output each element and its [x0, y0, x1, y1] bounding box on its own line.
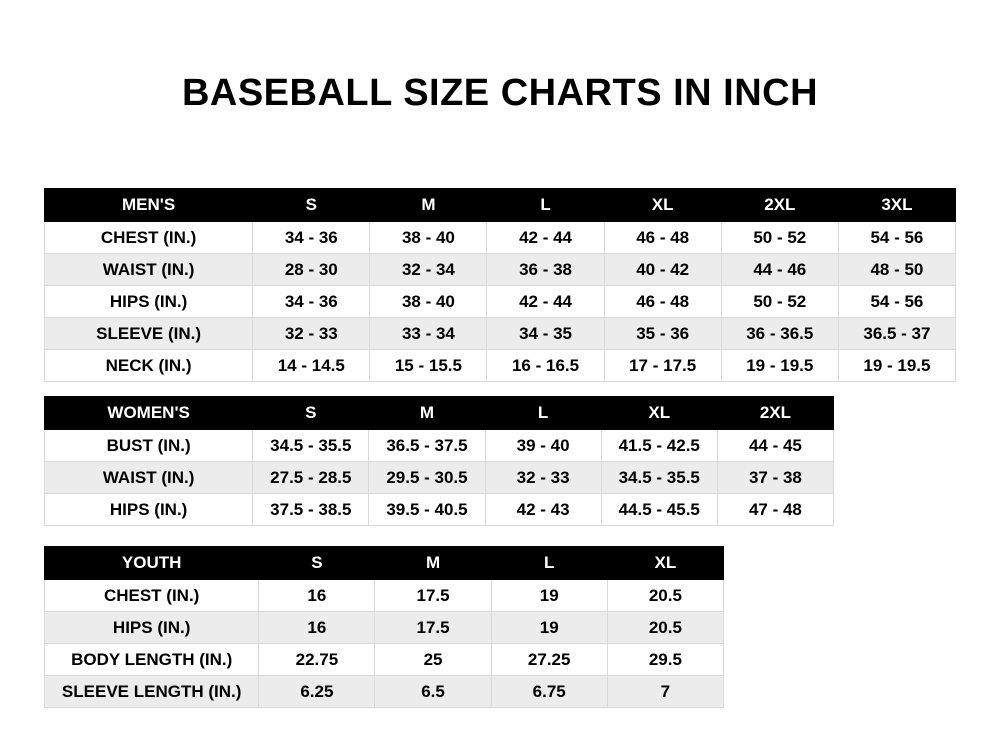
mens-cell: 42 - 44 [487, 286, 604, 318]
youth-cell: 7 [607, 676, 723, 708]
womens-cell: 41.5 - 42.5 [601, 430, 717, 462]
womens-cell: 44 - 45 [717, 430, 833, 462]
womens-row-label: HIPS (IN.) [45, 494, 253, 526]
womens-header-xl: XL [601, 397, 717, 430]
table-row [45, 644, 724, 676]
mens-cell: 40 - 42 [604, 254, 721, 286]
womens-cell: 39 - 40 [485, 430, 601, 462]
womens-size-table [44, 396, 834, 526]
mens-cell: 48 - 50 [838, 254, 955, 286]
youth-cell: 20.5 [607, 580, 723, 612]
womens-cell: 32 - 33 [485, 462, 601, 494]
womens-header-2xl: 2XL [717, 397, 833, 430]
womens-cell: 29.5 - 30.5 [369, 462, 485, 494]
mens-cell: 54 - 56 [838, 286, 955, 318]
mens-cell: 17 - 17.5 [604, 350, 721, 382]
table-header-row [45, 547, 724, 580]
youth-cell: 6.25 [259, 676, 375, 708]
mens-header-3xl: 3XL [838, 189, 955, 222]
mens-header-m: M [370, 189, 487, 222]
mens-cell: 19 - 19.5 [838, 350, 955, 382]
youth-header-s: S [259, 547, 375, 580]
mens-row-label: HIPS (IN.) [45, 286, 253, 318]
table-row [45, 222, 956, 254]
youth-cell: 6.5 [375, 676, 491, 708]
womens-header-s: S [253, 397, 369, 430]
mens-cell: 38 - 40 [370, 222, 487, 254]
youth-size-table [44, 546, 724, 708]
youth-cell: 25 [375, 644, 491, 676]
mens-cell: 34 - 35 [487, 318, 604, 350]
mens-cell: 42 - 44 [487, 222, 604, 254]
table-row [45, 350, 956, 382]
mens-cell: 54 - 56 [838, 222, 955, 254]
mens-row-label: WAIST (IN.) [45, 254, 253, 286]
mens-cell: 28 - 30 [253, 254, 370, 286]
mens-cell: 34 - 36 [253, 222, 370, 254]
mens-cell: 32 - 34 [370, 254, 487, 286]
youth-row-label: HIPS (IN.) [45, 612, 259, 644]
womens-row-label: WAIST (IN.) [45, 462, 253, 494]
table-row [45, 612, 724, 644]
youth-row-label: SLEEVE LENGTH (IN.) [45, 676, 259, 708]
youth-cell: 19 [491, 580, 607, 612]
mens-cell: 36 - 38 [487, 254, 604, 286]
womens-cell: 37.5 - 38.5 [253, 494, 369, 526]
table-row [45, 580, 724, 612]
mens-header-s: S [253, 189, 370, 222]
youth-header-l: L [491, 547, 607, 580]
youth-header-xl: XL [607, 547, 723, 580]
table-header-row [45, 189, 956, 222]
table-row [45, 254, 956, 286]
womens-row-label: BUST (IN.) [45, 430, 253, 462]
youth-cell: 19 [491, 612, 607, 644]
youth-cell: 27.25 [491, 644, 607, 676]
table-row [45, 462, 834, 494]
mens-cell: 15 - 15.5 [370, 350, 487, 382]
table-row [45, 430, 834, 462]
mens-cell: 35 - 36 [604, 318, 721, 350]
womens-cell: 39.5 - 40.5 [369, 494, 485, 526]
youth-cell: 29.5 [607, 644, 723, 676]
table-header-row [45, 397, 834, 430]
youth-cell: 20.5 [607, 612, 723, 644]
womens-cell: 34.5 - 35.5 [601, 462, 717, 494]
mens-size-table [44, 188, 956, 382]
womens-header-l: L [485, 397, 601, 430]
mens-row-label: SLEEVE (IN.) [45, 318, 253, 350]
womens-cell: 44.5 - 45.5 [601, 494, 717, 526]
youth-header-m: M [375, 547, 491, 580]
mens-row-label: NECK (IN.) [45, 350, 253, 382]
youth-cell: 22.75 [259, 644, 375, 676]
womens-cell: 34.5 - 35.5 [253, 430, 369, 462]
womens-header-label: WOMEN'S [45, 397, 253, 430]
table-row [45, 676, 724, 708]
mens-cell: 32 - 33 [253, 318, 370, 350]
youth-cell: 16 [259, 612, 375, 644]
youth-cell: 16 [259, 580, 375, 612]
mens-cell: 33 - 34 [370, 318, 487, 350]
youth-header-label: YOUTH [45, 547, 259, 580]
mens-cell: 50 - 52 [721, 286, 838, 318]
mens-cell: 44 - 46 [721, 254, 838, 286]
mens-cell: 36 - 36.5 [721, 318, 838, 350]
table-row [45, 286, 956, 318]
youth-cell: 6.75 [491, 676, 607, 708]
table-row [45, 318, 956, 350]
mens-cell: 46 - 48 [604, 286, 721, 318]
mens-header-label: MEN'S [45, 189, 253, 222]
womens-cell: 36.5 - 37.5 [369, 430, 485, 462]
mens-header-l: L [487, 189, 604, 222]
page-title: BASEBALL SIZE CHARTS IN INCH [181, 72, 819, 114]
mens-cell: 46 - 48 [604, 222, 721, 254]
womens-cell: 42 - 43 [485, 494, 601, 526]
mens-header-xl: XL [604, 189, 721, 222]
table-row [45, 494, 834, 526]
youth-row-label: BODY LENGTH (IN.) [45, 644, 259, 676]
mens-cell: 38 - 40 [370, 286, 487, 318]
womens-cell: 37 - 38 [717, 462, 833, 494]
mens-header-2xl: 2XL [721, 189, 838, 222]
mens-row-label: CHEST (IN.) [45, 222, 253, 254]
mens-cell: 34 - 36 [253, 286, 370, 318]
youth-cell: 17.5 [375, 612, 491, 644]
youth-row-label: CHEST (IN.) [45, 580, 259, 612]
youth-cell: 17.5 [375, 580, 491, 612]
mens-cell: 36.5 - 37 [838, 318, 955, 350]
mens-cell: 19 - 19.5 [721, 350, 838, 382]
mens-cell: 14 - 14.5 [253, 350, 370, 382]
womens-header-m: M [369, 397, 485, 430]
womens-cell: 47 - 48 [717, 494, 833, 526]
mens-cell: 50 - 52 [721, 222, 838, 254]
womens-cell: 27.5 - 28.5 [253, 462, 369, 494]
mens-cell: 16 - 16.5 [487, 350, 604, 382]
